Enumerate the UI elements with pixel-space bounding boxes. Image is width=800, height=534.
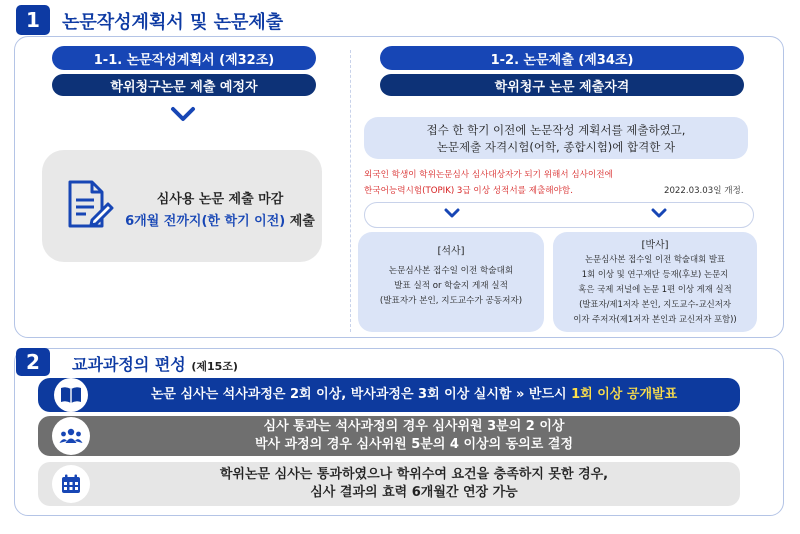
doctoral-line: 이자 주저자(제1저자 본인과 교신저자 포함)) bbox=[573, 314, 737, 324]
review-count-text bbox=[98, 386, 730, 404]
masters-title: [석사] bbox=[437, 246, 465, 257]
deadline-highlight: 6개월 전까지(한 학기 이전) bbox=[125, 214, 286, 229]
extension-bar bbox=[38, 462, 740, 506]
eligibility-line-1: 접수 한 학기 이전에 논문작성 계획서를 제출하였고, bbox=[426, 123, 686, 137]
review-count-highlight: 1회 이상 공개발표 bbox=[571, 387, 678, 402]
section-1-title: 논문작성계획서 및 논문제출 bbox=[62, 12, 284, 33]
people-icon bbox=[52, 417, 90, 455]
approval-line-1: 심사 통과는 석사과정의 경우 심사위원 3분의 2 이상 bbox=[263, 419, 565, 434]
masters-line: 발표 실적 or 학술지 게재 실적 bbox=[394, 281, 508, 291]
foreign-student-notice-1: 외국인 학생이 학위논문심사 심사대상자가 되기 위해서 심사이전에 bbox=[364, 170, 613, 180]
chevron-row bbox=[364, 202, 754, 228]
section-2-title-text: 교과과정의 편성 bbox=[72, 355, 186, 374]
approval-text bbox=[98, 418, 730, 454]
deadline-detail bbox=[110, 210, 330, 229]
section-2-number: 2 bbox=[16, 348, 50, 376]
eligibility-line-2: 논문제출 자격시험(어학, 종합시험)에 합격한 자 bbox=[436, 140, 676, 154]
deadline-rest: 제출 bbox=[285, 214, 315, 229]
section-2-title-ref: (제15조) bbox=[191, 360, 238, 373]
doctoral-line: 논문심사본 접수일 이전 학술대회 발표 bbox=[584, 254, 726, 264]
document-edit-icon bbox=[64, 178, 114, 234]
chevron-down-icon bbox=[650, 208, 668, 220]
calendar-icon bbox=[52, 465, 90, 503]
review-count-main: 논문 심사는 석사과정은 2회 이상, 박사과정은 3회 이상 실시함 » 반드시 bbox=[150, 387, 572, 402]
column-divider bbox=[350, 50, 351, 332]
deadline-title: 심사용 논문 제출 마감 bbox=[156, 192, 284, 207]
submission-subheader: 학위청구 논문 제출자격 bbox=[380, 74, 744, 96]
doctoral-line: 혹은 국제 저널에 논문 1편 이상 게재 실적 bbox=[578, 284, 732, 294]
foreign-student-notice-2: 한국어능력시험(TOPIK) 3급 이상 성적서를 제출해야함. bbox=[364, 186, 573, 196]
revision-date: 2022.03.03일 개정. bbox=[664, 186, 744, 196]
extension-text bbox=[98, 466, 730, 502]
masters-line: (발표자가 본인, 지도교수가 공동저자) bbox=[379, 296, 523, 306]
review-count-bar bbox=[38, 378, 740, 412]
approval-line-2: 박사 과정의 경우 심사위원 5분의 4 이상의 동의로 결정 bbox=[254, 437, 574, 452]
approval-bar bbox=[38, 416, 740, 456]
doctoral-line: 1회 이상 및 연구재단 등재(후보) 논문지 bbox=[581, 269, 729, 279]
chevron-down-icon bbox=[170, 106, 196, 124]
chevron-down-icon bbox=[443, 208, 461, 220]
plan-header: 1-1. 논문작성계획서 (제32조) bbox=[52, 46, 316, 70]
plan-subheader: 학위청구논문 제출 예정자 bbox=[52, 74, 316, 96]
submission-header: 1-2. 논문제출 (제34조) bbox=[380, 46, 744, 70]
doctoral-line: (발표자/제1저자 본인, 지도교수-교신저자 bbox=[579, 299, 731, 309]
masters-line: 논문심사본 접수일 이전 학술대회 bbox=[388, 266, 514, 276]
extension-line-2: 심사 결과의 효력 6개월간 연장 가능 bbox=[310, 485, 518, 500]
extension-line-1: 학위논문 심사는 통과하였으나 학위수여 요건을 충족하지 못한 경우, bbox=[219, 467, 609, 482]
doctoral-title: [박사] bbox=[641, 240, 669, 251]
section-2-title bbox=[72, 352, 238, 375]
section-1-number: 1 bbox=[16, 5, 50, 35]
book-icon bbox=[54, 378, 88, 412]
